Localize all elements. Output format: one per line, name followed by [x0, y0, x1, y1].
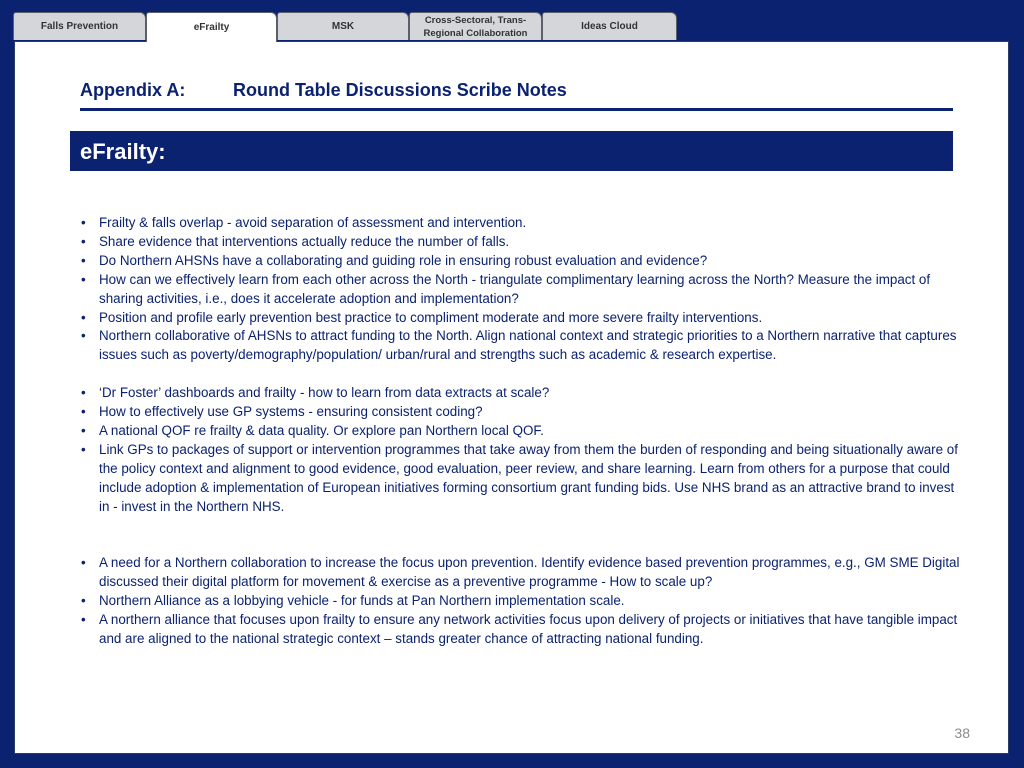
tab-efrailty[interactable]: eFrailty	[146, 12, 277, 42]
page-number: 38	[954, 725, 970, 741]
appendix-label: Appendix A:	[80, 80, 186, 100]
list-item: • ‘Dr Foster’ dashboards and frailty - how to learn from data extracts at scale?	[81, 384, 961, 403]
tab-ideas-cloud[interactable]: Ideas Cloud	[542, 12, 677, 40]
slide-panel	[14, 41, 1009, 754]
list-item: • A national QOF re frailty & data quality. Or explore pan Northern local QOF.	[81, 422, 961, 441]
list-item: • Frailty & falls overlap - avoid separation of assessment and intervention.	[81, 214, 961, 233]
list-item: • A northern alliance that focuses upon frailty to ensure any network activities focus upon delivery of projects or initiatives that have tangible impact and are aligned to the national strategic context – stands greater chance of attracting national funding.	[81, 611, 961, 649]
list-item: • Northern Alliance as a lobbying vehicle - for funds at Pan Northern implementation scale.	[81, 592, 961, 611]
list-item: • Share evidence that interventions actually reduce the number of falls.	[81, 233, 961, 252]
list-item: • Position and profile early prevention best practice to compliment moderate and more severe frailty interventions.	[81, 309, 961, 328]
list-item: • How to effectively use GP systems - ensuring consistent coding?	[81, 403, 961, 422]
list-item: • Northern collaborative of AHSNs to attract funding to the North. Align national context and strategic priorities to a Northern narrative that captures issues such as poverty/demography/population/ urban/rural and strengths such as academic & research expertise.	[81, 327, 961, 365]
list-item: • How can we effectively learn from each other across the North - triangulate complimentary learning across the North? Measure the impact of sharing activities, i.e., does it accelerate adoption and implementation?	[81, 271, 961, 309]
list-item: • A need for a Northern collaboration to increase the focus upon prevention. Identify evidence based prevention programmes, e.g., GM SME Digital discussed their digital platform for movement & exercise as a preventive programme - How to scale up?	[81, 554, 961, 592]
appendix-title: Round Table Discussions Scribe Notes	[233, 80, 567, 100]
tab-cross-sectoral-collaboration[interactable]: Cross-Sectoral, Trans-Regional Collaboration	[409, 12, 542, 40]
tab-falls-prevention[interactable]: Falls Prevention	[13, 12, 146, 40]
list-item: • Link GPs to packages of support or intervention programmes that take away from them the burden of responding and being situationally aware of the policy context and alignment to good evidence, good evaluation, peer review, and share learning. Learn from others for a purpose that could include adoption & implementation of European initiatives forming consortium grant funding bids. Use NHS brand as an attractive brand to invest in - invest in the Northern NHS.	[81, 441, 961, 517]
appendix-heading	[80, 78, 953, 111]
list-item: • Do Northern AHSNs have a collaborating and guiding role in ensuring robust evaluation and evidence?	[81, 252, 961, 271]
tab-msk[interactable]: MSK	[277, 12, 409, 40]
section-title: eFrailty:	[70, 131, 953, 171]
notes-list	[81, 214, 961, 649]
